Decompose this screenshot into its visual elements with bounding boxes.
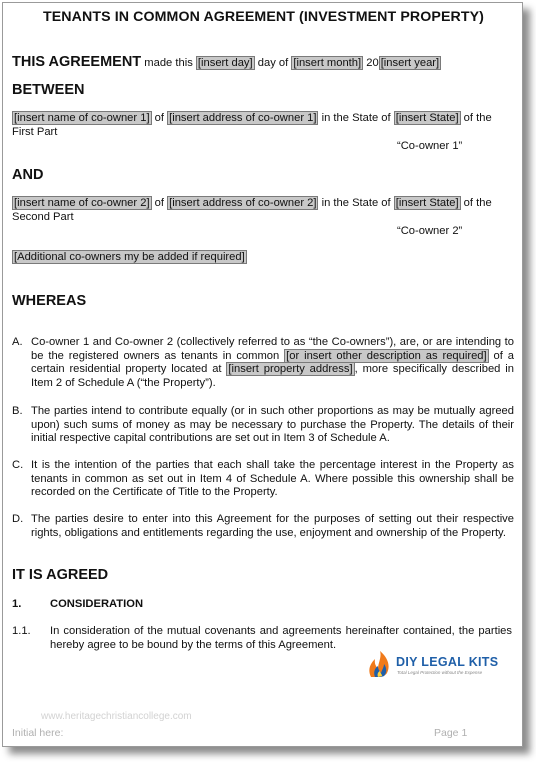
between-heading: BETWEEN: [12, 82, 85, 98]
co-owner2-paragraph: [12, 197, 514, 224]
recital-c: [12, 459, 514, 500]
of-text: of: [151, 112, 168, 124]
recital-a: [12, 336, 514, 390]
recital-b-letter: B.: [12, 405, 23, 417]
agreement-label: THIS AGREEMENT: [12, 54, 142, 70]
recital-b: [12, 405, 514, 446]
co-owner2-name-field[interactable]: [insert name of co-owner 2]: [14, 197, 150, 209]
co-owner2-address-field[interactable]: [insert address of co-owner 2]: [169, 197, 317, 209]
whereas-heading: WHEREAS: [12, 293, 87, 309]
agreement-line: [12, 53, 514, 71]
recital-c-letter: C.: [12, 459, 24, 471]
section11-text: In consideration of the mutual covenants and agreements hereinafter contained, the parties hereby agree to be bound by the terms of this Agreement.: [50, 625, 512, 651]
watermark-text: www.heritagechristiancollege.com: [41, 711, 192, 722]
logo-tagline: Total Legal Protection without the Expense: [397, 670, 483, 675]
co-owner1-name-field[interactable]: [insert name of co-owner 1]: [14, 112, 150, 124]
twenty-text: 20: [363, 57, 379, 69]
day-of-text: day of: [254, 57, 292, 69]
document-page: [2, 2, 523, 747]
additional-owners-note: [12, 251, 514, 265]
first-part-text: First Part: [12, 125, 58, 138]
initial-here-label: Initial here:: [12, 727, 64, 739]
co-owner1-label: “Co-owner 1”: [397, 140, 463, 152]
logo-text: DIY LEGAL KITS: [396, 655, 499, 669]
co-owner2-label: “Co-owner 2”: [397, 225, 463, 237]
section1-title: CONSIDERATION: [50, 598, 144, 610]
it-is-agreed-heading: IT IS AGREED: [12, 567, 109, 583]
document-title: TENANTS IN COMMON AGREEMENT (INVESTMENT PROPERTY): [42, 9, 485, 25]
insert-day-field[interactable]: [insert day]: [197, 57, 253, 69]
insert-year-field[interactable]: [insert year]: [380, 57, 440, 69]
page-number: Page 1: [434, 727, 468, 739]
co-owner1-address-field[interactable]: [insert address of co-owner 1]: [169, 112, 317, 124]
recital-a-part2: of a certain residential property located at: [31, 349, 514, 376]
recital-a-text: [31, 336, 514, 390]
insert-month-field[interactable]: [insert month]: [293, 57, 362, 69]
co-owner1-state-field[interactable]: [insert State]: [395, 112, 459, 124]
diy-legal-kits-logo: [365, 649, 515, 683]
second-part-text: Second Part: [12, 210, 74, 223]
and-heading: AND: [12, 167, 44, 183]
flame-icon: [365, 649, 395, 679]
co-owner1-paragraph: [12, 112, 514, 139]
of-text: of: [151, 197, 168, 209]
made-this-text: made this: [141, 57, 196, 69]
recital-a-part3: , more specifically described in Item 2 of Schedule A (“the Property”).: [31, 363, 514, 389]
section1-number: 1.: [12, 598, 22, 610]
section11-number: 1.1.: [12, 625, 31, 637]
of-the-text: of the: [460, 197, 492, 209]
in-state-text: in the State of: [318, 112, 394, 124]
recital-d-letter: D.: [12, 513, 24, 525]
recital-c-text: It is the intention of the parties that each shall take the percentage interest in the Property as tenants in common as set out in Item 4 of Schedule A. Where possible this ownership shall be recorded on the Certificate of Title to the Property.: [31, 459, 514, 499]
recital-d-text: The parties desire to enter into this Agreement for the purposes of setting out their respective rights, obligations and entitlements regarding the use, enjoyment and ownership of the Property.: [31, 513, 514, 539]
recital-d: [12, 513, 514, 540]
recital-a-part1: Co-owner 1 and Co-owner 2 (collectively referred to as “the Co-owners”), are, or are intending to be the registered owners as tenants in common: [31, 336, 514, 362]
co-owner2-state-field[interactable]: [insert State]: [395, 197, 459, 209]
additional-owners-field[interactable]: [Additional co-owners my be added if required]: [14, 251, 245, 263]
property-address-field[interactable]: [insert property address]: [228, 363, 353, 376]
in-state-text: in the State of: [318, 197, 394, 209]
recital-b-text: The parties intend to contribute equally (or in such other proportions as may be mutually agreed upon) such sums of money as may be necessary to purchase the Property. The details of their initial respective capital contributions are set out in Item 3 of Schedule A.: [31, 405, 514, 445]
recital-a-letter: A.: [12, 336, 23, 348]
of-the-text: of the: [460, 112, 492, 124]
property-description-field[interactable]: [or insert other description as required]: [286, 349, 487, 362]
